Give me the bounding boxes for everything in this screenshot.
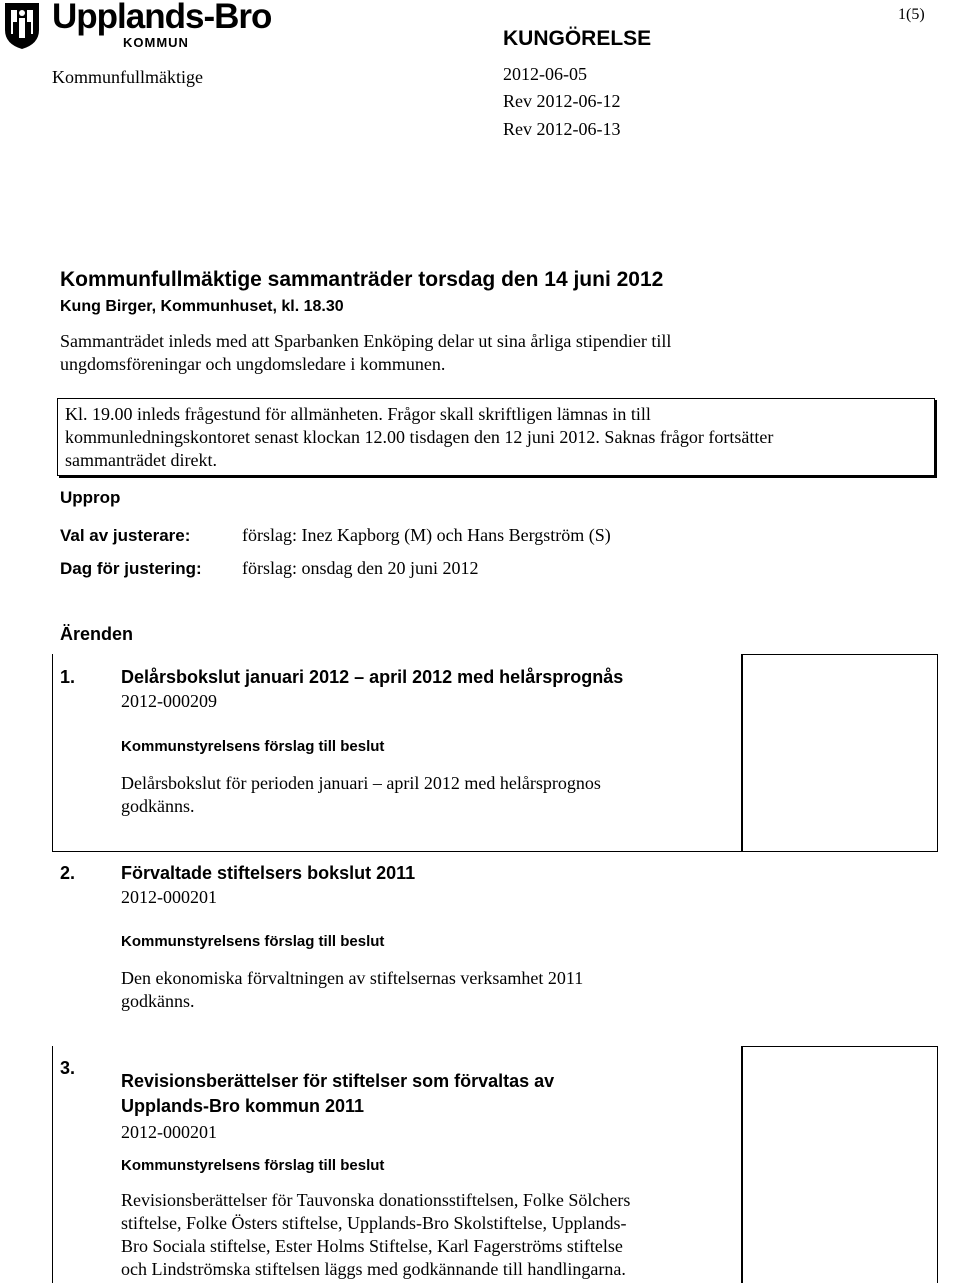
- document-date: 2012-06-05: [503, 64, 587, 84]
- meeting-intro-line-2: ungdomsföreningar och ungdomsledare i kommunen.: [60, 354, 446, 374]
- page-number: 1(5): [898, 6, 925, 23]
- notice-line-3: sammanträdet direkt.: [65, 450, 217, 470]
- agenda-item-2-title: Förvaltade stiftelsers bokslut 2011: [121, 863, 416, 883]
- revision-date-2: Rev 2012-06-13: [503, 119, 621, 139]
- coat-of-arms-icon: [2, 0, 42, 50]
- agenda-item-3-proposal-heading: Kommunstyrelsens förslag till beslut: [121, 1157, 385, 1174]
- adjusters-label: Val av justerare:: [60, 526, 191, 545]
- agenda-item-3-case-number: 2012-000201: [121, 1122, 217, 1142]
- agenda-item-2-case-number: 2012-000201: [121, 887, 217, 907]
- agenda-item-2-proposal-heading: Kommunstyrelsens förslag till beslut: [121, 933, 385, 950]
- agenda-item-1-case-number: 2012-000209: [121, 691, 217, 711]
- agenda-item-1-decision-line-1: Delårsbokslut för perioden januari – april 2012 med helårsprognos: [121, 773, 601, 793]
- agenda-item-2-decision-line-2: godkänns.: [121, 991, 195, 1011]
- agenda-item-3-decision-line-3: Bro Sociala stiftelse, Ester Holms Stiftelse, Karl Fagerströms stiftelse: [121, 1236, 623, 1256]
- adjusters-value: förslag: Inez Kapborg (M) och Hans Bergström (S): [242, 525, 611, 545]
- agenda-item-3-notes-column: [742, 1046, 938, 1283]
- logo-subtitle: KOMMUN: [123, 35, 189, 50]
- meeting-intro-line-1: Sammanträdet inleds med att Sparbanken Enköping delar ut sina årliga stipendier till: [60, 331, 672, 351]
- agenda-item-3-title-line-2: Upplands-Bro kommun 2011: [121, 1096, 365, 1116]
- agenda-item-3-decision-line-4: och Lindströmska stiftelsen läggs med godkännande till handlingarna.: [121, 1259, 626, 1279]
- notice-line-1: Kl. 19.00 inleds frågestund för allmänheten. Frågor skall skriftligen lämnas in till: [65, 404, 651, 424]
- agenda-heading: Ärenden: [60, 624, 134, 644]
- revision-date-1: Rev 2012-06-12: [503, 91, 621, 111]
- logo-wordmark: Upplands-Bro: [52, 0, 272, 36]
- agenda-item-3-decision-line-2: stiftelse, Folke Östers stiftelse, Upplands-Bro Skolstiftelse, Upplands-: [121, 1213, 627, 1233]
- agenda-item-3-title-line-1: Revisionsberättelser för stiftelser som förvaltas av: [121, 1071, 555, 1091]
- document-type: KUNGÖRELSE: [503, 27, 652, 50]
- agenda-item-3-decision-line-1: Revisionsberättelser för Tauvonska donationsstiftelsen, Folke Sölchers: [121, 1190, 631, 1210]
- adjust-date-label: Dag för justering:: [60, 559, 202, 578]
- department: Kommunfullmäktige: [52, 67, 203, 87]
- agenda-item-1-proposal-heading: Kommunstyrelsens förslag till beslut: [121, 738, 385, 755]
- agenda-item-1-number: 1.: [60, 667, 76, 687]
- adjust-date-value: förslag: onsdag den 20 juni 2012: [242, 558, 479, 578]
- notice-line-2: kommunledningskontoret senast klockan 12.00 tisdagen den 12 juni 2012. Saknas frågor fortsätter: [65, 427, 774, 447]
- roll-call-heading: Upprop: [60, 488, 121, 507]
- agenda-item-1-decision-line-2: godkänns.: [121, 796, 195, 816]
- meeting-location: Kung Birger, Kommunhuset, kl. 18.30: [60, 298, 344, 315]
- agenda-item-1-title: Delårsbokslut januari 2012 – april 2012 med helårsprognås: [121, 667, 624, 687]
- agenda-item-2-decision-line-1: Den ekonomiska förvaltningen av stiftelsernas verksamhet 2011: [121, 968, 584, 988]
- agenda-item-3-number: 3.: [60, 1058, 76, 1078]
- agenda-item-2-number: 2.: [60, 863, 76, 883]
- meeting-title: Kommunfullmäktige sammanträder torsdag den 14 juni 2012: [60, 268, 664, 291]
- agenda-item-1-notes-column: [742, 654, 938, 852]
